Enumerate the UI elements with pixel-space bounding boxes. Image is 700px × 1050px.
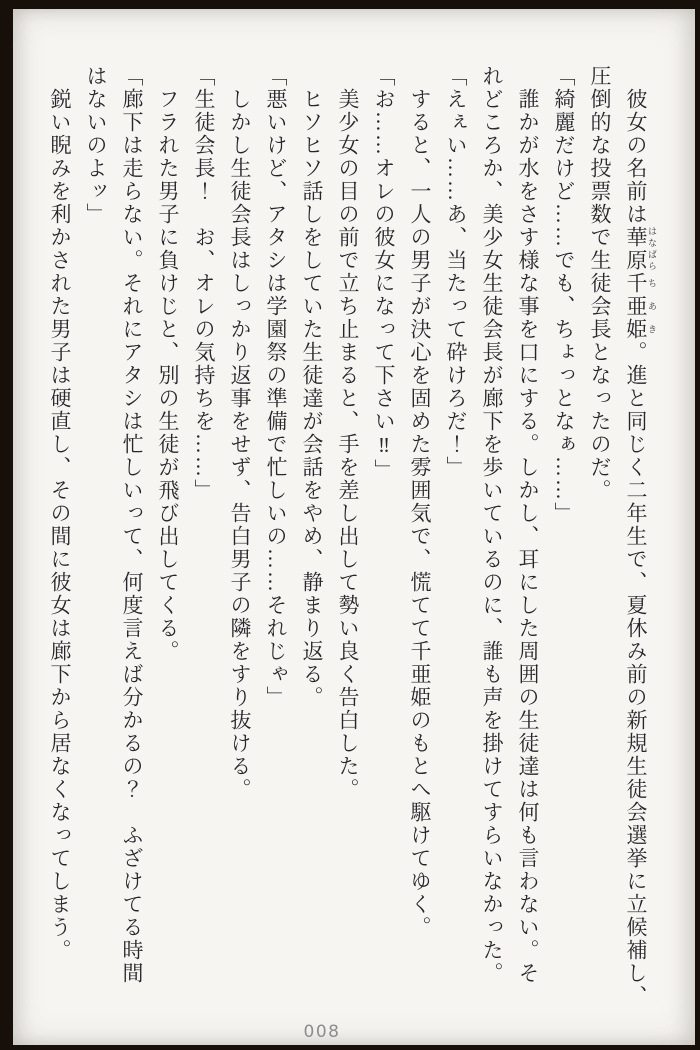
text-column: 「廊下は走らない。それにアタシは忙しいって、何度言えば分かるの？ ふざけてる時間 <box>120 65 144 985</box>
text-column: 鋭い睨みを利かされた男子は硬直し、その間に彼女は廊下から居なくなってしまう。 <box>48 88 72 962</box>
text-column: 彼女の名前は華原 はなばら千亜姫 ちあき。進と同じく二年生で、夏休み前の新規生徒会選挙に立候補し、 <box>624 88 657 1008</box>
text-column: はないのよッ」 <box>84 65 108 226</box>
text-column: ヒソヒソ話しをしていた生徒達が会話をやめ、静まり返る。 <box>300 88 324 709</box>
text-column: 「生徒会長！ お、オレの気持ちを……」 <box>192 65 216 502</box>
text-column: しかし生徒会長はしっかり返事をせず、告白男子の隣をすり抜ける。 <box>228 88 252 801</box>
ruby-annotated-name: 千亜姫 ちあき <box>624 272 657 341</box>
text-column: れどころか、美少女生徒会長が廊下を歩いているのに、誰も声を掛けてすらいなかった。 <box>480 65 504 985</box>
text-column: 美少女の目の前で立ち止まると、手を差し出して勢い良く告白した。 <box>336 88 360 801</box>
text-column: 誰かが水をさす様な事を口にする。しかし、耳にした周囲の生徒達は何も言わない。そ <box>516 88 540 985</box>
text-column: すると、一人の男子が決心を固めた雰囲気で、慌てて千亜姫のもとへ駆けてゆく。 <box>408 88 432 939</box>
ruby-annotated-name: 華原 はなばら <box>624 226 657 272</box>
page-number: 008 <box>303 1021 341 1042</box>
text-column: 「悪いけど、アタシは学園祭の準備で忙しいの……それじゃ」 <box>264 65 288 709</box>
book-page <box>13 9 695 1045</box>
text-column: フラれた男子に負けじと、別の生徒が飛び出してくる。 <box>156 88 180 663</box>
text-column: 圧倒的な投票数で生徒会長となったのだ。 <box>588 65 612 502</box>
text-column: 「えぇい……あ、当たって砕けろだ！」 <box>444 65 468 479</box>
text-column: 「綺麗だけど……でも、ちょっとなぁ……」 <box>552 65 576 525</box>
text-column: 「お……オレの彼女になって下さい‼」 <box>372 65 396 482</box>
text-columns <box>42 65 657 1013</box>
